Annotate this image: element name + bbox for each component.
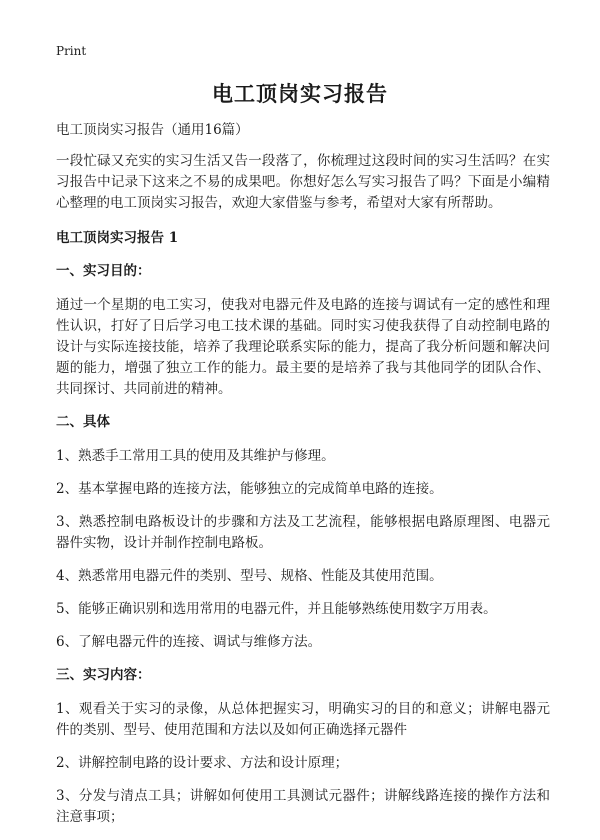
list-item: 2、基本掌握电路的连接方法，能够独立的完成简单电路的连接。 <box>56 481 443 497</box>
section-heading-content: 三、实习内容： <box>56 667 151 683</box>
list-item: 2、讲解控制电路的设计要求、方法和设计原理； <box>56 755 349 771</box>
list-item: 3、熟悉控制电路板设计的步骤和方法及工艺流程，能够根据电路原理图、电器元器件实物，设计并制作控制电路板。 <box>56 514 550 551</box>
subtitle: 电工顶岗实习报告（通用16篇） <box>56 122 249 138</box>
list-item: 3、分发与清点工具；讲解如何使用工具测试元器件；讲解线路连接的操作方法和注意事项； <box>56 788 550 825</box>
list-item: 1、熟悉手工常用工具的使用及其维护与修理。 <box>56 448 335 464</box>
page-title: 电工顶岗实习报告 <box>212 81 388 106</box>
list-item: 6、了解电器元件的连接、调试与维修方法。 <box>56 634 322 650</box>
section-heading-specific: 二、具体 <box>56 414 110 430</box>
purpose-paragraph: 通过一个星期的电工实习，使我对电器元件及电路的连接与调试有一定的感性和理性认识，打好了日后学习电工技术课的基础。同时实习使我获得了自动控制电路的设计与实际连接技能，培养了我理论联系实际的能力，提高了我分析问题和解决问题的能力，增强了独立工作的能力。最主要的是培养了我与其他同学的团队合作、共同探讨、共同前进的精神。 <box>56 297 550 397</box>
intro-paragraph: 一段忙碌又充实的实习生活又告一段落了，你梳理过这段时间的实习生活吗？在实习报告中记录下这来之不易的成果吧。你想好怎么写实习报告了吗？下面是小编精心整理的电工顶岗实习报告，欢迎大家借鉴与参考，希望对大家有所帮助。 <box>56 153 550 211</box>
list-item: 5、能够正确识别和选用常用的电器元件，并且能够熟练使用数字万用表。 <box>56 601 497 617</box>
list-item: 1、观看关于实习的录像，从总体把握实习，明确实习的目的和意义；讲解电器元件的类别、型号、使用范围和方法以及如何正确选择元器件 <box>56 701 550 738</box>
document-body <box>56 120 550 840</box>
print-label[interactable]: Print <box>56 44 87 58</box>
list-item: 4、熟悉常用电器元件的类别、型号、规格、性能及其使用范围。 <box>56 568 443 584</box>
report-heading: 电工顶岗实习报告 1 <box>56 230 179 246</box>
section-heading-purpose: 一、实习目的： <box>56 263 151 279</box>
